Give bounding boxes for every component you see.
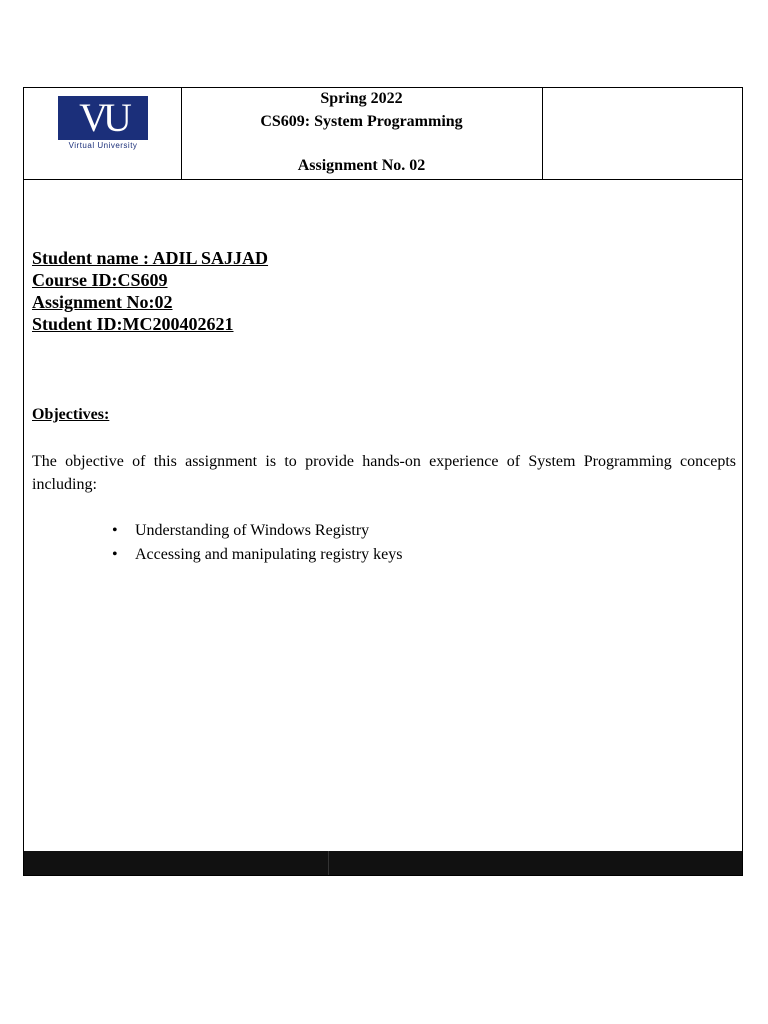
assignment-number: Assignment No:02 (32, 292, 173, 312)
footer-left-cell (24, 851, 329, 875)
logo-cell (24, 88, 182, 179)
student-id: Student ID:MC200402621 (32, 314, 234, 334)
objectives-text: The objective of this assignment is to provide hands-on experience of System Programming concepts including: (32, 453, 736, 493)
empty-header-cell (543, 88, 742, 179)
course-title: CS609: System Programming (260, 113, 463, 130)
title-cell (181, 88, 543, 179)
list-item: • Accessing and manipulating registry keys (112, 543, 403, 567)
student-name: Student name : ADIL SAJJAD (32, 248, 269, 268)
footer-bar (24, 851, 742, 875)
vu-logo (58, 90, 148, 150)
student-info (32, 247, 268, 335)
logo-mark: VU (58, 96, 148, 140)
term-title: Spring 2022 (320, 90, 403, 107)
assignment-title: Assignment No. 02 (297, 157, 426, 174)
objectives-heading: Objectives: (32, 406, 110, 423)
list-item: • Understanding of Windows Registry (112, 519, 403, 543)
logo-caption: Virtual University (68, 141, 138, 150)
course-id: Course ID:CS609 (32, 270, 168, 290)
document-frame (23, 87, 743, 876)
objectives-list (112, 519, 403, 567)
header-table (24, 88, 742, 180)
